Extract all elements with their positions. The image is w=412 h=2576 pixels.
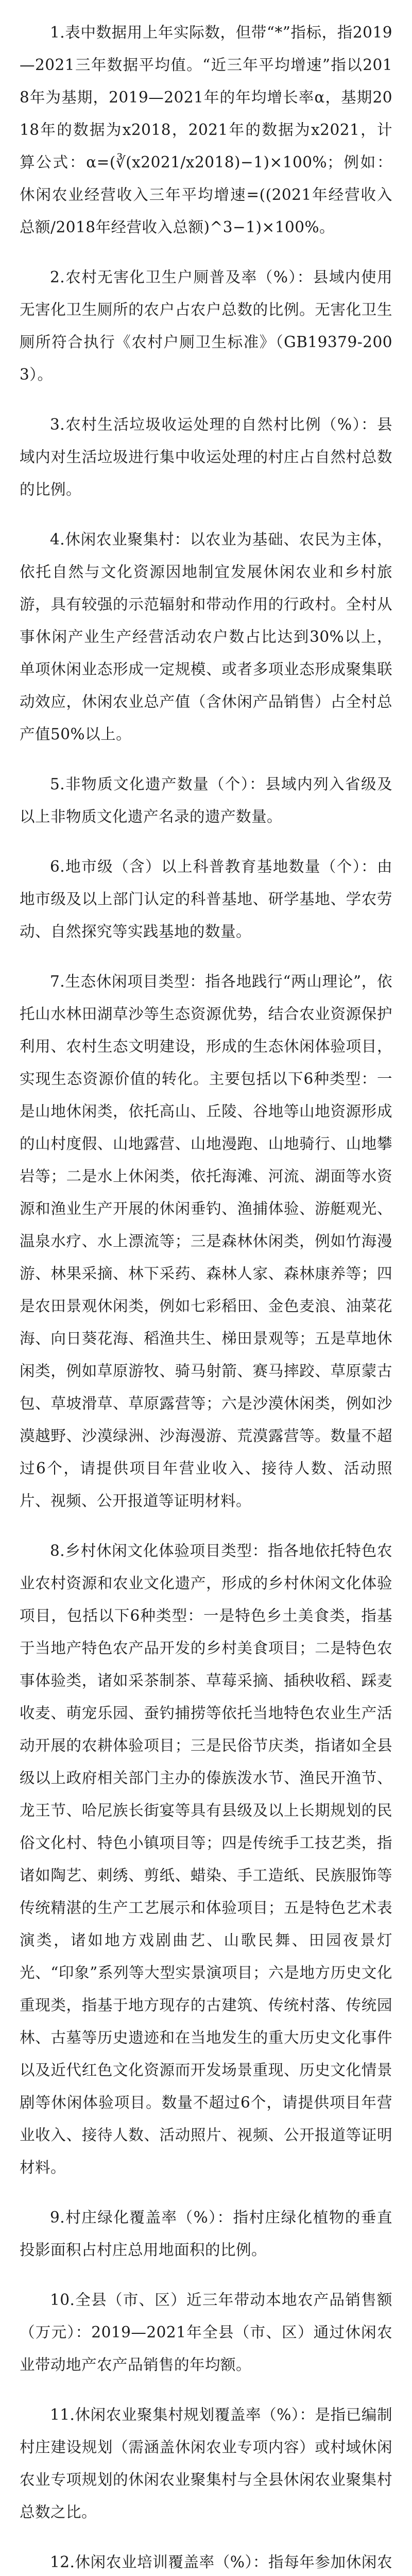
note-paragraph-8: 8.乡村休闲文化体验项目类型：指各地依托特色农业农村资源和农业文化遗产，形成的乡村休闲文化体验项目，包括以下6种类型：一是特色乡土美食类，指基于当地产特色农产品开发的乡村美食项目；二是特色农事体验类，诸如采茶制茶、草莓采摘、插秧收稻、踩麦收麦、萌宠乐园、蚕钓捕捞等依托当地特色农业生产活动开展的农耕体验项目；三是民俗节庆类，指诸如全县级以上政府相关部门主办的傣族泼水节、渔民开渔节、龙王节、哈尼族长街宴等具有县级及以上长期规划的民俗文化村、特色小镇项目等；四是传统手工技艺类，指诸如陶艺、刺绣、剪纸、蜡染、手工造纸、民族服饰等传统精湛的生产工艺展示和体验项目；五是特色艺术表演类，诸如地方戏剧曲艺、山歌民舞、田园夜景灯光、“印象”系列等大型实景演项目；六是地方历史文化重现类，指基于地方现存的古建筑、传统村落、传统园林、古墓等历史遗迹和在当地发生的重大历史文化事件以及近代红色文化资源而开发场景重现、历史文化情景剧等休闲体验项目。数量不超过6个，请提供项目年营业收入、接待人数、活动照片、视频、公开报道等证明材料。 (20, 1542, 392, 2176)
note-paragraph-11: 11.休闲农业聚集村规划覆盖率（%）：是指已编制村庄建设规划（需涵盖休闲农业专项内容）或村域休闲农业专项规划的休闲农业聚集村与全县休闲农业聚集村总数之比。 (20, 2406, 392, 2521)
note-paragraph-7: 7.生态休闲项目类型：指各地践行“两山理论”，依托山水林田湖草沙等生态资源优势，结合农业资源保护利用、农村生态文明建设，形成的生态休闲体验项目，实现生态资源价值的转化。主要包括以下6种类型：一是山地休闲类，依托高山、丘陵、谷地等山地资源形成的山村度假、山地露营、山地漫跑、山地骑行、山地攀岩等；二是水上休闲类，依托海滩、河流、湖面等水资源和渔业生产开展的休闲垂钓、渔捕体验、游艇观光、温泉水疗、水上漂流等；三是森林休闲类，例如竹海漫游、林果采摘、林下采药、森林人家、森林康养等；四是农田景观休闲类，例如七彩稻田、金色麦浪、油菜花海、向日葵花海、稻渔共生、梯田景观等；五是草地休闲类，例如草原游牧、骑马射箭、赛马摔跤、草原蒙古包、草坡滑草、草原露营等；六是沙漠休闲类，例如沙漠越野、沙漠绿洲、沙海漫游、荒漠露营等。数量不超过6个，请提供项目年营业收入、接待人数、活动照片、视频、公开报道等证明材料。 (20, 973, 392, 1510)
note-paragraph-5: 5.非物质文化遗产数量（个）：县域内列入省级及以上非物质文化遗产名录的遗产数量。 (20, 775, 392, 825)
note-paragraph-3: 3.农村生活垃圾收运处理的自然村比例（%）：县域内对生活垃圾进行集中收运处理的村庄占自然村总数的比例。 (20, 416, 392, 498)
note-paragraph-1: 1.表中数据用上年实际数，但带“*”指标，指2019—2021三年数据平均值。“近三年平均增速”指以2018年为基期，2019—2021年的年均增长率α，基期2018年的数据为x2018，2021年的数据为x2021，计算公式：α=(∛(x2021/x2018)−1)×100%；例如：休闲农业经营收入三年平均增速=((2021年经营收入总额/2018年经营收入总额)^3−1)×100%。 (20, 24, 392, 236)
note-paragraph-2: 2.农村无害化卫生户厕普及率（%）：县域内使用无害化卫生厕所的农户占农户总数的比例。无害化卫生厕所符合执行《农村户厕卫生标准》（GB19379-2003）。 (20, 268, 392, 383)
note-paragraph-12: 12.休闲农业培训覆盖率（%）：指每年参加休闲农 (50, 2553, 392, 2571)
note-paragraph-10: 10.全县（市、区）近三年带动本地农产品销售额（万元）：2019—2021年全县（市、区）通过休闲农业带动地产农产品销售的年均额。 (20, 2291, 392, 2374)
note-paragraph-4: 4.休闲农业聚集村：以农业为基础、农民为主体，依托自然与文化资源因地制宜发展休闲农业和乡村旅游，具有较强的示范辐射和带动作用的行政村。全村从事休闲产业生产经营活动农户数占比达到30%以上，单项休闲业态形成一定规模、或者多项业态形成聚集联动效应，休闲农业总产值（含休闲产品销售）占全村总产值50%以上。 (20, 531, 392, 743)
note-paragraph-6: 6.地市级（含）以上科普教育基地数量（个）：由地市级及以上部门认定的科普基地、研学基地、学农劳动、自然探究等实践基地的数量。 (20, 858, 392, 940)
note-paragraph-9: 9.村庄绿化覆盖率（%）：指村庄绿化植物的垂直投影面积占村庄总用地面积的比例。 (20, 2209, 392, 2259)
